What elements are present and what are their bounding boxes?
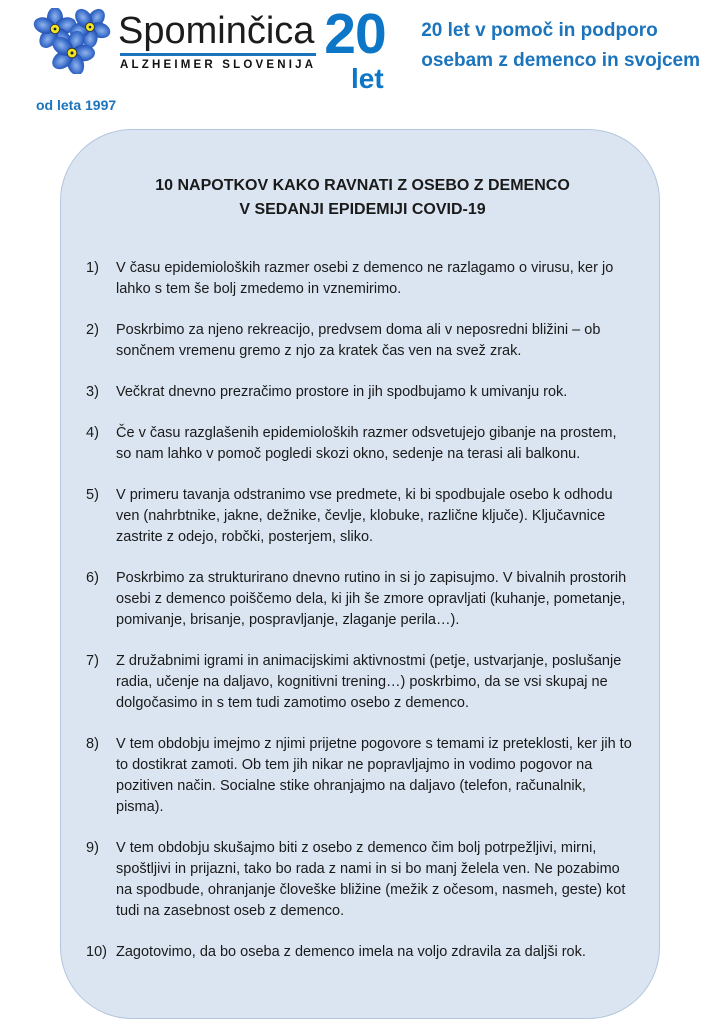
tips-list <box>86 258 639 963</box>
item-number: 2) <box>86 322 99 339</box>
forget-me-not-flowers-icon <box>32 8 116 74</box>
header <box>0 0 720 113</box>
brand-divider <box>120 53 316 56</box>
anniversary-badge <box>324 2 386 94</box>
tagline-line2: osebam z demenco in svojcem <box>421 50 700 72</box>
item-text: Zagotovimo, da bo oseba z demenco imela na voljo zdravila za daljši rok. <box>116 944 586 961</box>
item-text: V tem obdobju imejmo z njimi prijetne pogovore s temami iz preteklosti, ker jih to to dostikrat zamoti. Ob tem jih nikar ne popravljajmo in vodimo pogovor na pozitiven način. Socialne stike ohranjajmo na daljavo (telefon, računalnik, pisma). <box>116 736 632 816</box>
item-text: V primeru tavanja odstranimo vse predmete, ki bi spodbujale osebo k odhodu ven (nahrbtnike, jakne, dežnike, čevlje, klobuke, različne ključe). Ključavnice zastrite z odejo, robčki, posterjem, sliko. <box>116 487 613 546</box>
list-item <box>86 734 639 818</box>
logo <box>32 2 386 113</box>
list-item <box>86 382 639 403</box>
brand-block <box>118 12 316 71</box>
list-item <box>86 838 639 922</box>
card-title <box>96 174 629 222</box>
list-item <box>86 423 639 465</box>
tagline <box>421 16 700 77</box>
since-label: od leta 1997 <box>36 97 117 113</box>
card-title-line1: 10 NAPOTKOV KAKO RAVNATI Z OSEBO Z DEMENCO <box>155 177 570 194</box>
item-text: V tem obdobju skušajmo biti z osebo z demenco čim bolj potrpežljivi, mirni, spoštljivi in prijazni, tako bo rada z nami in si bo manj želela ven. Ne pozabimo na spodbude, ohranjanje človeške bližine (mežik z očesom, nasmeh, geste) kot tudi na zasebnost oseb z demenco. <box>116 840 626 920</box>
item-number: 7) <box>86 653 99 670</box>
brand-subtitle: ALZHEIMER SLOVENIJA <box>120 59 317 71</box>
tips-card <box>60 129 660 1019</box>
item-text: Poskrbimo za njeno rekreacijo, predvsem doma ali v neposredni bližini – ob sončnem vremenu gremo z njo za kratek čas ven na svež zrak. <box>116 322 601 360</box>
item-number: 6) <box>86 570 99 587</box>
card-title-line2: V SEDANJI EPIDEMIJI COVID-19 <box>239 201 486 218</box>
item-text: Večkrat dnevno prezračimo prostore in jih spodbujamo k umivanju rok. <box>116 384 568 401</box>
list-item <box>86 485 639 548</box>
list-item <box>86 651 639 714</box>
item-text: V času epidemioloških razmer osebi z demenco ne razlagamo o virusu, ker jo lahko s tem še bolj zmedemo in vznemirimo. <box>116 260 614 298</box>
anniversary-number: 20 <box>324 2 386 66</box>
list-item <box>86 568 639 631</box>
list-item <box>86 320 639 362</box>
item-number: 10) <box>86 944 107 961</box>
item-number: 3) <box>86 384 99 401</box>
item-text: Poskrbimo za strukturirano dnevno rutino in si jo zapisujmo. V bivalnih prostorih osebi z demenco poiščemo dela, ki jih še zmore opravljati (kuhanje, pometanje, pomivanje, brisanje, pospravljanje, zlaganje perila…). <box>116 570 627 629</box>
item-number: 9) <box>86 840 99 857</box>
item-number: 1) <box>86 260 99 276</box>
item-number: 4) <box>86 425 99 442</box>
list-item <box>86 258 639 300</box>
item-text: Z družabnimi igrami in animacijskimi aktivnostmi (petje, ustvarjanje, poslušanje radia, učenje na daljavo, kognitivni trening…) poskrbimo, da se vsi skupaj ne dolgočasimo in s tem tudi zamotimo osebo z demenco. <box>116 653 622 712</box>
item-number: 5) <box>86 487 99 504</box>
item-number: 8) <box>86 736 99 753</box>
logo-row <box>32 2 386 94</box>
brand-name: Spominčica <box>118 10 315 52</box>
tagline-line1: 20 let v pomoč in podporo <box>421 20 658 41</box>
anniversary-unit: let <box>350 63 384 94</box>
item-text: Če v času razglašenih epidemioloških razmer odsvetujejo gibanje na prostem, so nam lahko v pomoč pogledi skozi okno, sedenje na terasi ali balkonu. <box>116 425 617 463</box>
list-item <box>86 942 639 963</box>
